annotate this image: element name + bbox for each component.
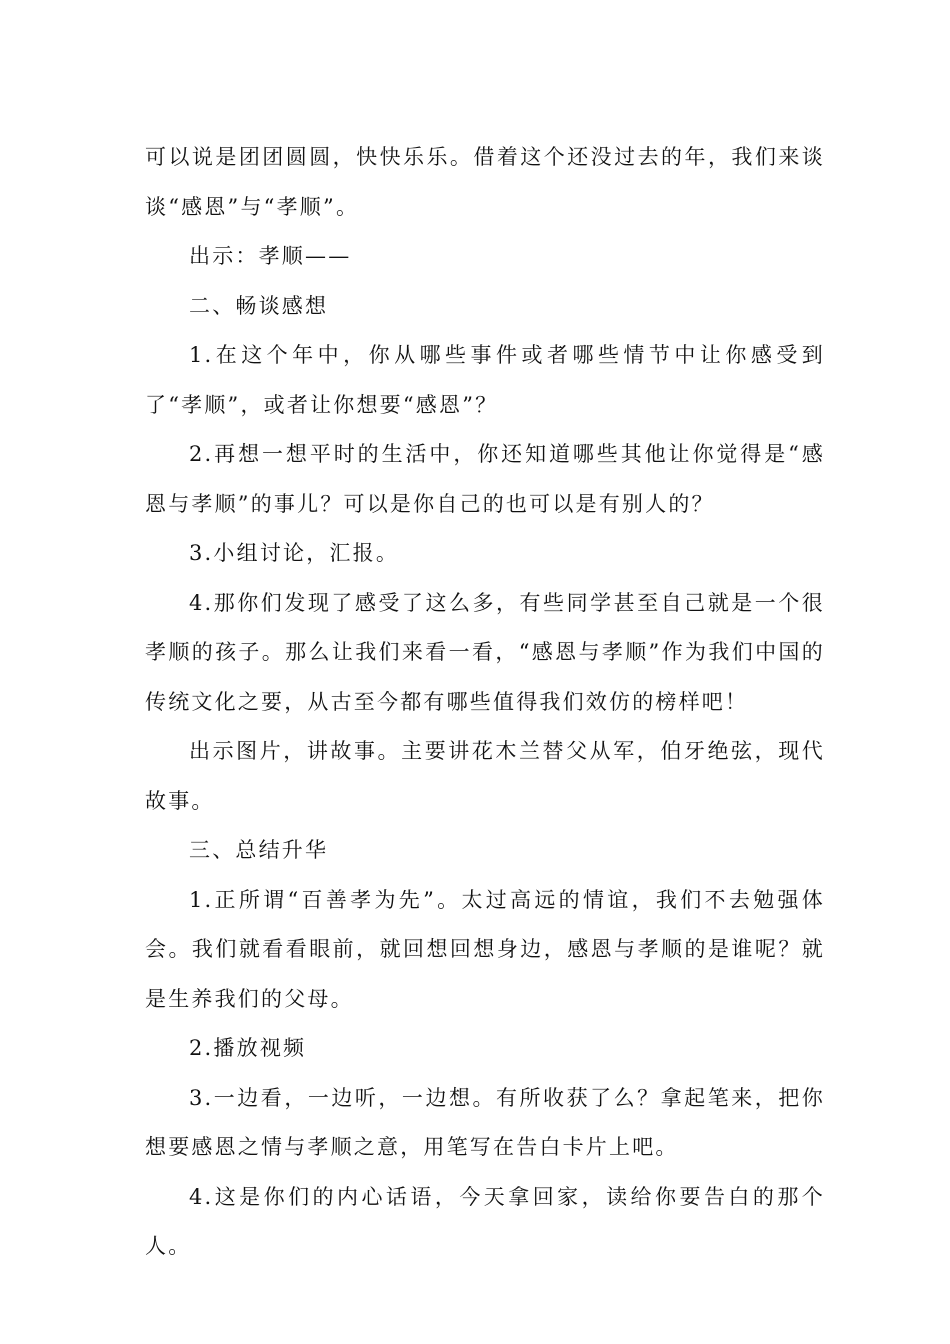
paragraph-item-4: 4.那你们发现了感受了这么多，有些同学甚至自己就是一个很孝顺的孩子。那么让我们来看一看，“感恩与孝顺”作为我们中国的传统文化之要，从古至今都有哪些值得我们效仿的榜样吧！: [145, 590, 825, 714]
paragraph-item-1: 1.在这个年中，你从哪些事件或者哪些情节中让你感受到了“孝顺”，或者让你想要“感恩”？: [145, 343, 825, 417]
section-heading-2: 二、畅谈感想: [189, 293, 329, 318]
paragraph-continuation: 可以说是团团圆圆，快快乐乐。借着这个还没过去的年，我们来谈谈“感恩”与“孝顺”。: [145, 145, 825, 219]
paragraph-show-filial: 出示：孝顺——: [189, 244, 352, 268]
paragraph-summary-2: 2.播放视频: [189, 1036, 307, 1060]
section-heading-3: 三、总结升华: [189, 838, 329, 862]
paragraph-item-3: 3.小组讨论，汇报。: [189, 541, 400, 565]
paragraph-summary-4: 4.这是你们的内心话语，今天拿回家，读给你要告白的那个人。: [145, 1184, 825, 1258]
paragraph-summary-1: 1.正所谓“百善孝为先”。太过高远的情谊，我们不去勉强体会。我们就看看眼前，就回想回想身边，感恩与孝顺的是谁呢？就是生养我们的父母。: [145, 887, 825, 1011]
paragraph-stories: 出示图片，讲故事。主要讲花木兰替父从军，伯牙绝弦，现代故事。: [145, 739, 825, 813]
document-page: [145, 133, 825, 1272]
paragraph-summary-3: 3.一边看，一边听，一边想。有所收获了么？拿起笔来，把你想要感恩之情与孝顺之意，用笔写在告白卡片上吧。: [145, 1085, 825, 1159]
paragraph-item-2: 2.再想一想平时的生活中，你还知道哪些其他让你觉得是“感恩与孝顺”的事儿？可以是你自己的也可以是有别人的？: [145, 442, 825, 516]
